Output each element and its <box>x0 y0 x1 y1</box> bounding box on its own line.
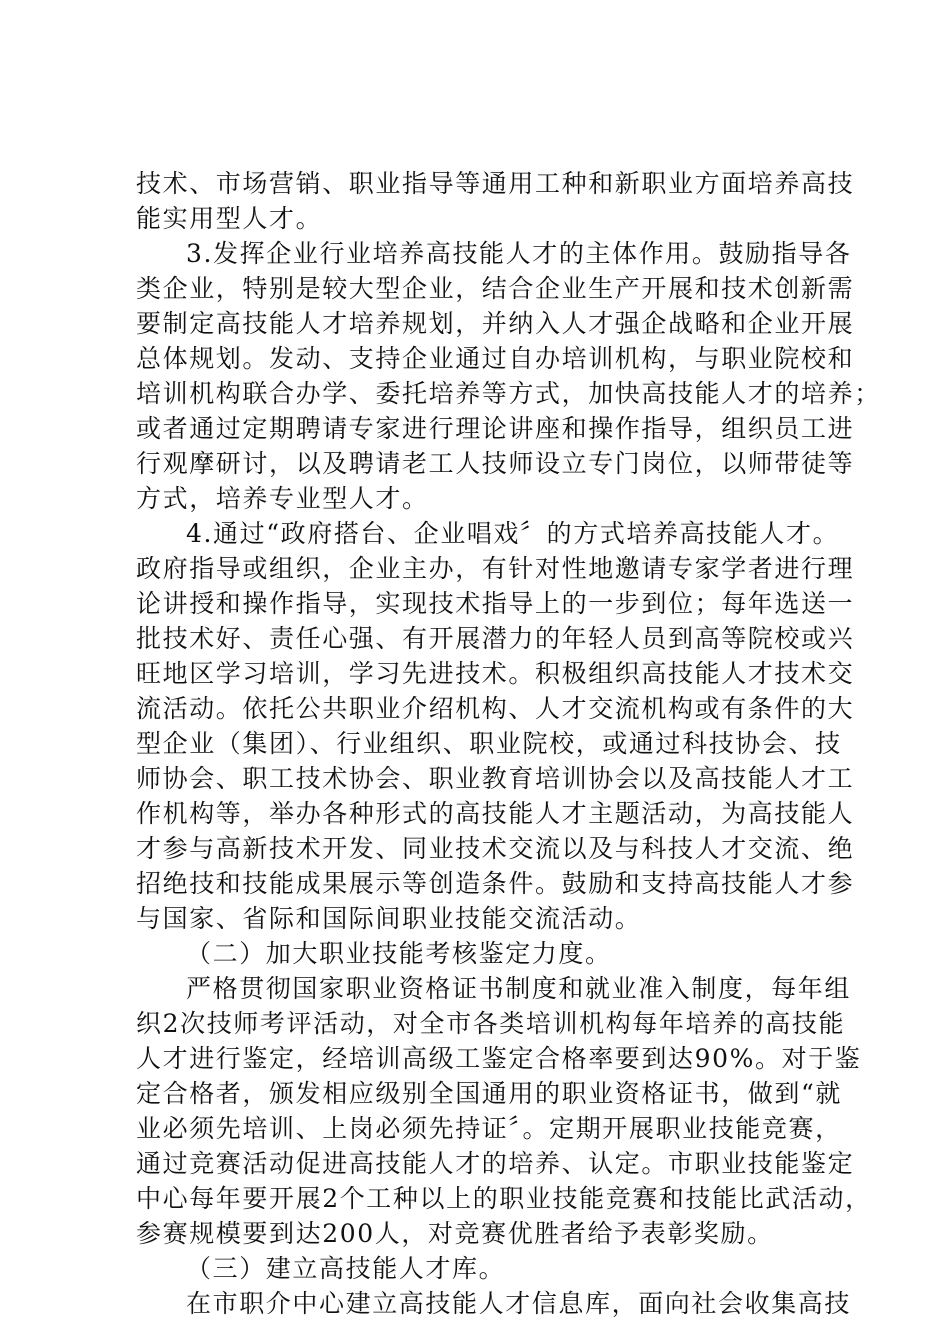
text-line: 旺地区学习培训，学习先进技术。积极组织高技能人才技术交 <box>136 659 855 688</box>
body-text <box>136 166 881 1321</box>
text-line: 通过竞赛活动促进高技能人才的培养、认定。市职业技能鉴定 <box>136 1149 855 1178</box>
text-line: 作机构等，举办各种形式的高技能人才主题活动，为高技能人 <box>136 799 855 828</box>
text-line: 中心每年要开展2个工种以上的职业技能竞赛和技能比武活动， <box>136 1184 872 1213</box>
text-line: 织2次技师考评活动，对全市各类培训机构每年培养的高技能 <box>136 1009 846 1038</box>
text-line: 师协会、职工技术协会、职业教育培训协会以及高技能人才工 <box>136 764 855 793</box>
section-heading: （二）加大职业技能考核鉴定力度。 <box>186 939 612 968</box>
paragraph-start-line: 在市职介中心建立高技能人才信息库，面向社会收集高技 <box>186 1289 852 1318</box>
text-line: 批技术好、责任心强、有开展潜力的年轻人员到高等院校或兴 <box>136 624 855 653</box>
text-line: 技术、市场营销、职业指导等通用工种和新职业方面培养高技 <box>136 169 855 198</box>
paragraph-start-line: 严格贯彻国家职业资格证书制度和就业准入制度，每年组 <box>186 974 852 1003</box>
text-line: 定合格者，颁发相应级别全国通用的职业资格证书，做到“就 <box>136 1079 842 1108</box>
text-line: 业必须先培训、上岗必须先持证〞。定期开展职业技能竞赛， <box>136 1114 842 1143</box>
text-line: 才参与高新技术开发、同业技术交流以及与科技人才交流、绝 <box>136 834 855 863</box>
text-line: 流活动。依托公共职业介绍机构、人才交流机构或有条件的大 <box>136 694 855 723</box>
text-line: 总体规划。发动、支持企业通过自办培训机构，与职业院校和 <box>136 344 855 373</box>
text-line: 与国家、省际和国际间职业技能交流活动。 <box>136 904 642 933</box>
text-line: 能实用型人才。 <box>136 204 323 233</box>
text-line: 要制定高技能人才培养规划，并纳入人才强企战略和企业开展 <box>136 309 855 338</box>
text-line: 招绝技和技能成果展示等创造条件。鼓励和支持高技能人才参 <box>136 869 855 898</box>
paragraph-start-line: 3.发挥企业行业培养高技能人才的主体作用。鼓励指导各 <box>186 239 852 268</box>
text-line: 参赛规模要到达200人，对竞赛优胜者给予表彰奖励。 <box>136 1219 774 1248</box>
text-line: 行观摩研讨，以及聘请老工人技师设立专门岗位，以师带徒等 <box>136 449 855 478</box>
text-line: 方式，培养专业型人才。 <box>136 484 429 513</box>
text-line: 政府指导或组织，企业主办，有针对性地邀请专家学者进行理 <box>136 554 855 583</box>
text-line: 人才进行鉴定，经培训高级工鉴定合格率要到达90%。对于鉴 <box>136 1044 862 1073</box>
text-line: 类企业，特别是较大型企业，结合企业生产开展和技术创新需 <box>136 274 855 303</box>
section-heading: （三）建立高技能人才库。 <box>186 1254 506 1283</box>
text-line: 或者通过定期聘请专家进行理论讲座和操作指导，组织员工进 <box>136 414 855 443</box>
text-line: 型企业（集团）、行业组织、职业院校，或通过科技协会、技 <box>136 729 842 758</box>
paragraph-start-line: 4.通过“政府搭台、企业唱戏〞的方式培养高技能人才。 <box>186 519 840 548</box>
text-line: 论讲授和操作指导，实现技术指导上的一步到位；每年选送一 <box>136 589 855 618</box>
text-line: 培训机构联合办学、委托培养等方式，加快高技能人才的培养； <box>136 379 881 408</box>
